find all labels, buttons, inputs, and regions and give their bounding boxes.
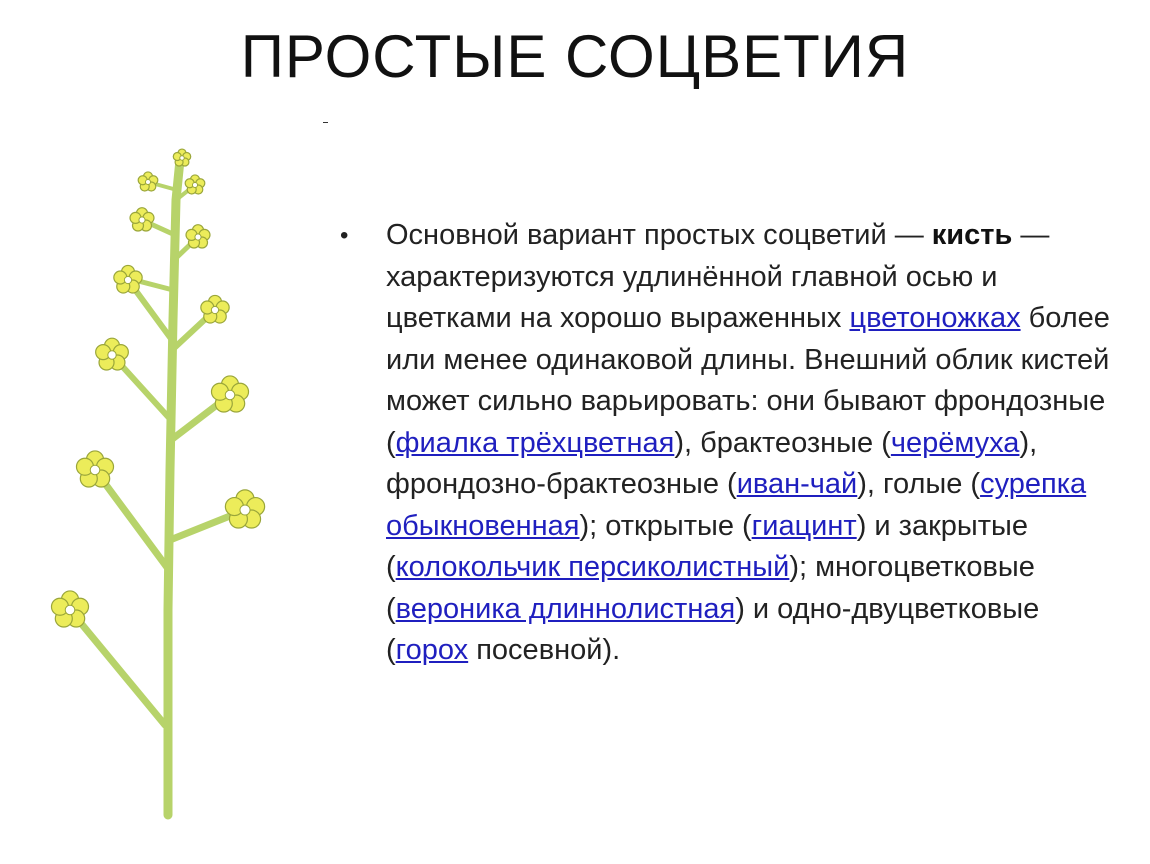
- text-run: посевной).: [468, 634, 621, 666]
- flower-icon: [186, 225, 210, 248]
- flower-icon: [114, 265, 142, 293]
- body-text: [340, 215, 1120, 672]
- link-surepka[interactable]: сурепка обыкновенная: [386, 468, 1087, 542]
- flower-icon: [76, 451, 113, 487]
- flower-icon: [96, 338, 129, 370]
- paragraph: [386, 215, 1120, 672]
- link-cheremuha[interactable]: черёмуха: [890, 426, 1020, 459]
- link-ivan-chai[interactable]: иван-чай: [736, 468, 858, 500]
- text-run: ), брактеозные (: [674, 426, 891, 459]
- text-run: ), фрондозно-брактеозные (: [386, 426, 1038, 500]
- flower-icon: [211, 376, 248, 412]
- text-run: — характеризуются удлинённой главной осью и цветками на хорошо выраженных: [386, 219, 1050, 334]
- link-tsvetonozhkah[interactable]: цветоножках: [849, 302, 1021, 334]
- flower-icon: [225, 490, 264, 528]
- text-run: ), голые (: [857, 468, 981, 500]
- text-run: ) и одно-двуцветковые (: [386, 592, 1040, 666]
- link-kolokolchik[interactable]: колокольчик персиколистный: [395, 551, 790, 583]
- text-run: более или менее одинаковой длины. Внешний облик кистей может сильно варьировать: они бывают фрондозные (: [386, 302, 1110, 459]
- link-veronika[interactable]: вероника длиннолистная: [395, 592, 736, 625]
- link-giatsint[interactable]: гиацинт: [751, 509, 857, 542]
- raceme-plant-illustration: [30, 140, 320, 830]
- flower-icon: [185, 175, 205, 194]
- text-run: ) и закрытые (: [386, 509, 1028, 583]
- flower-icon: [51, 591, 88, 627]
- link-goroh[interactable]: горох: [395, 634, 469, 666]
- flower-icon: [173, 149, 190, 166]
- text-run: Основной вариант простых соцветий —: [386, 219, 932, 251]
- slide-title: ПРОСТЫЕ СОЦВЕТИЯ: [240, 23, 910, 90]
- text-run: ); многоцветковые (: [386, 551, 1035, 625]
- flower-icon: [130, 208, 154, 231]
- flower-icon: [138, 172, 158, 191]
- bullet-marker: •: [340, 222, 349, 249]
- term-bold: кисть: [931, 219, 1013, 251]
- flower-icon: [201, 295, 229, 323]
- link-fialka[interactable]: фиалка трёхцветная: [395, 426, 675, 459]
- text-run: ); открытые (: [579, 509, 752, 542]
- divider-mark: [323, 122, 328, 123]
